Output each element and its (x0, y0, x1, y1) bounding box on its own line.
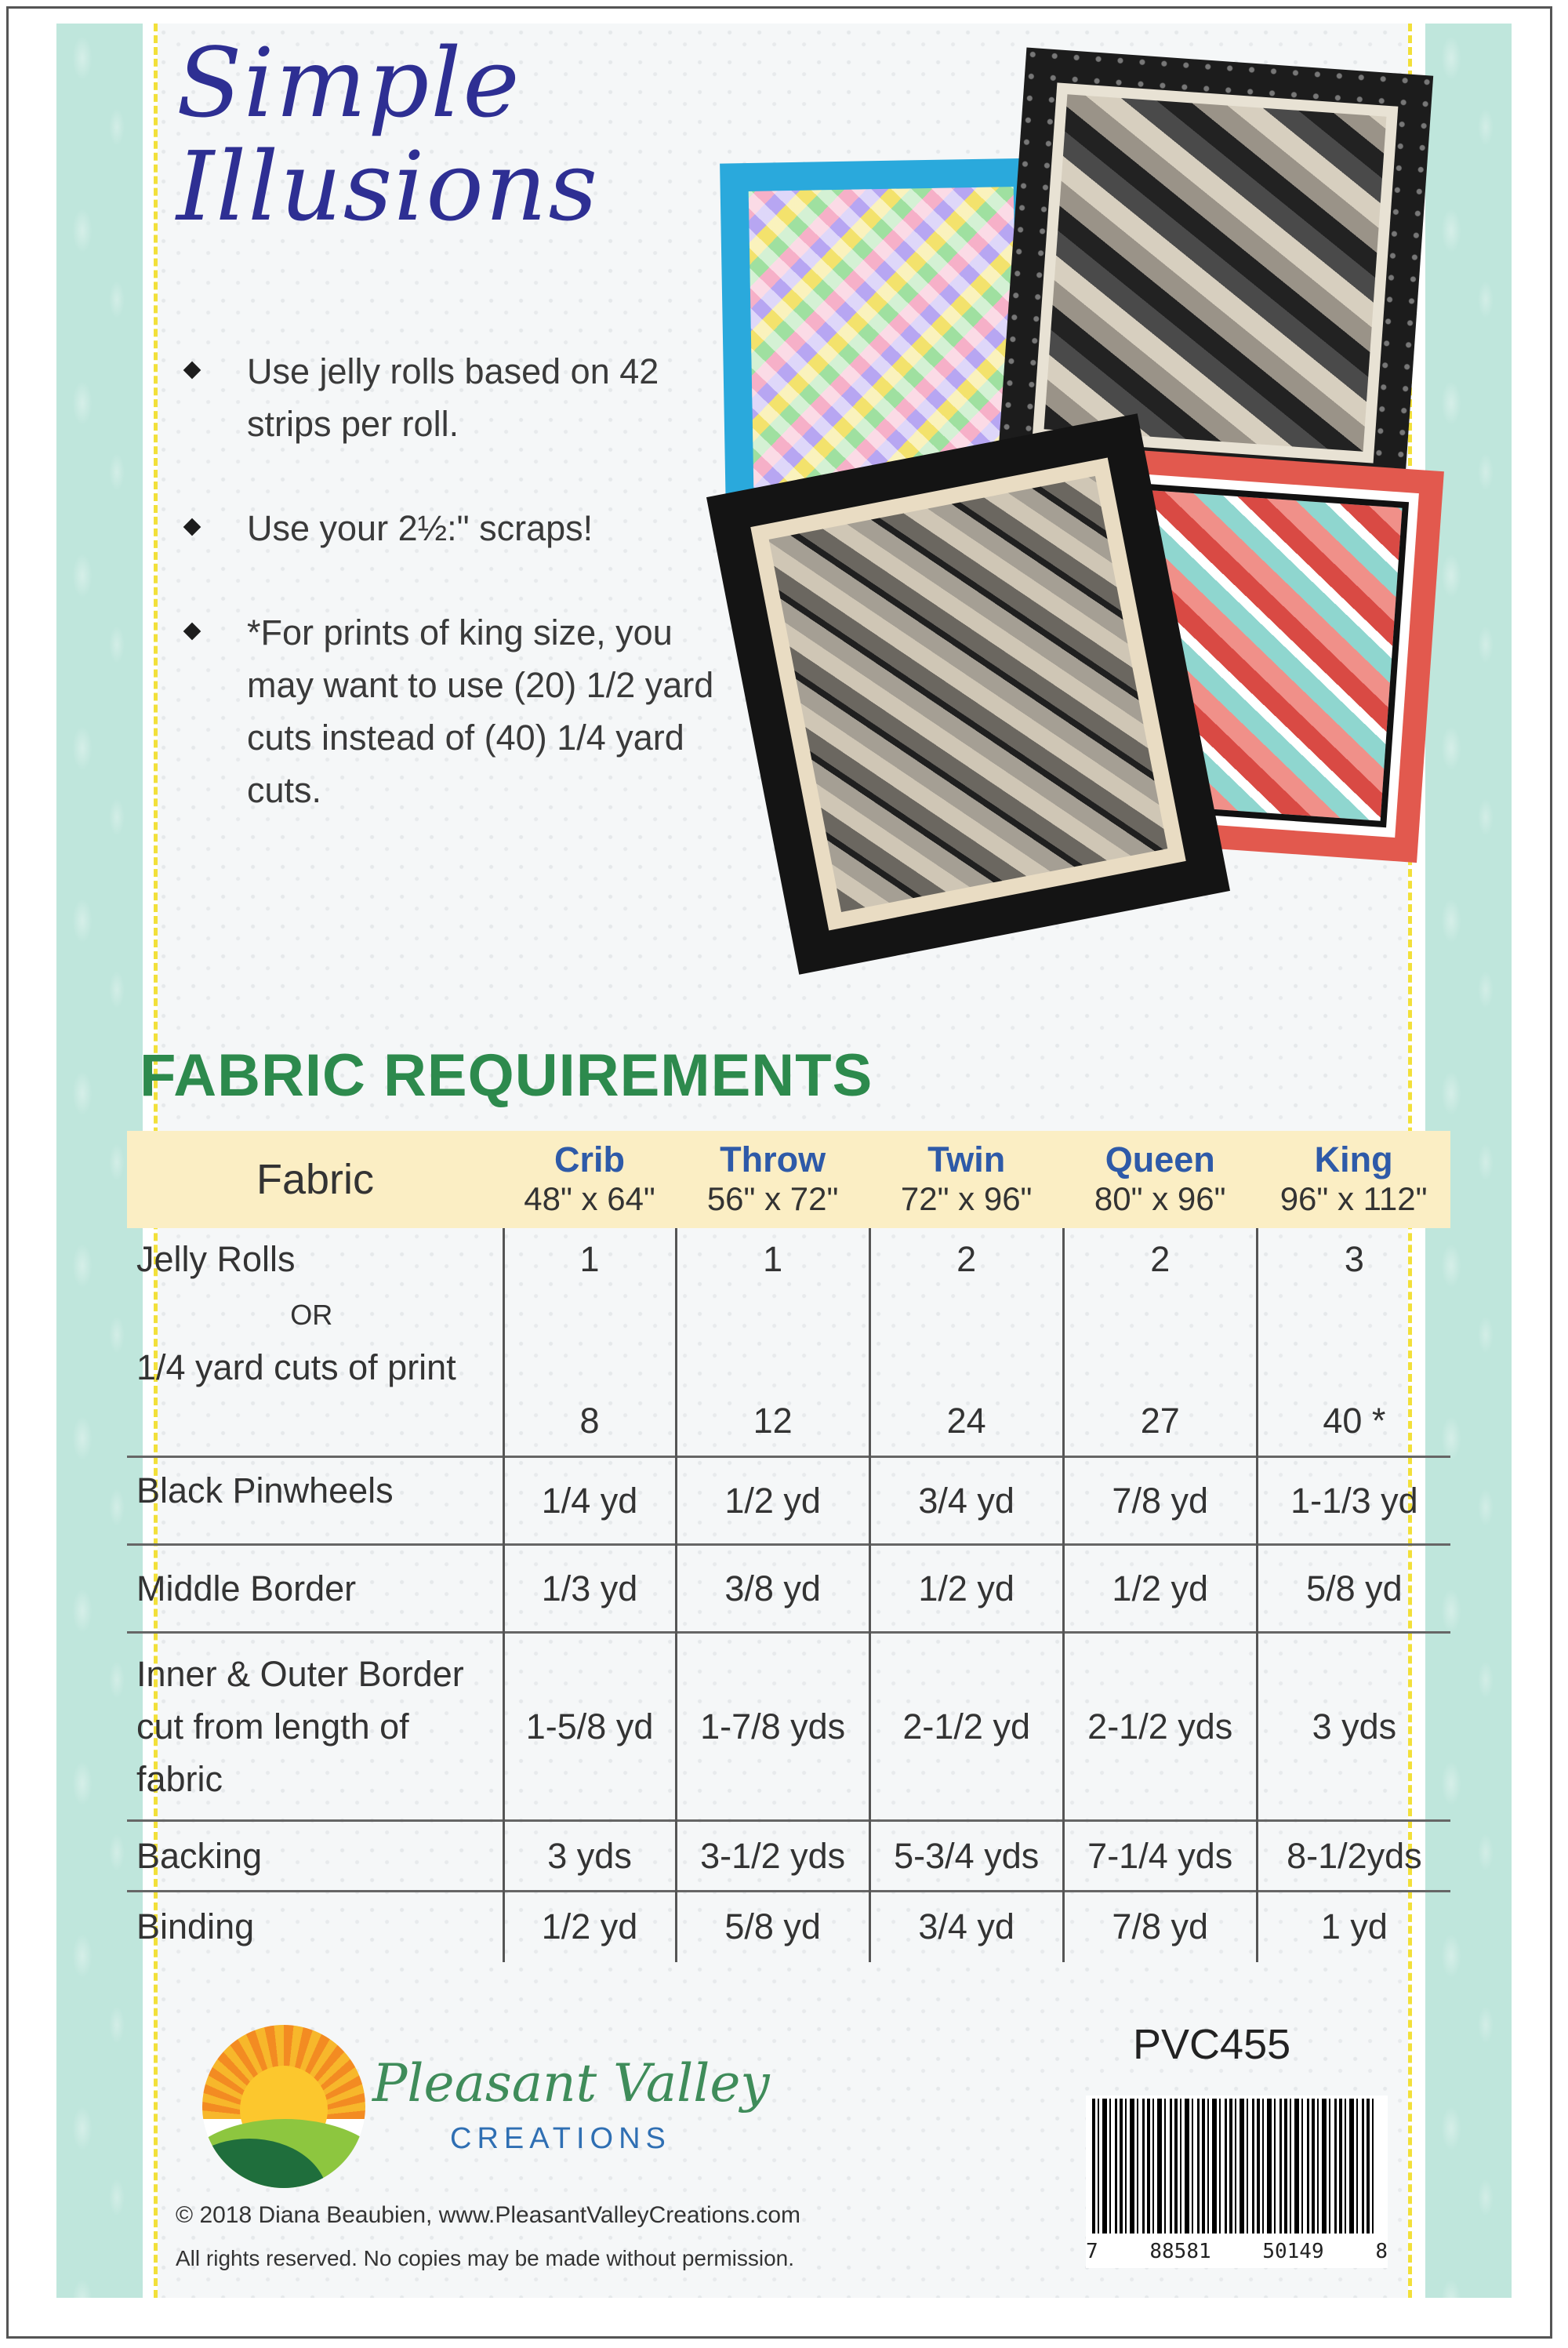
table-cell: 7/8 yd (1063, 1457, 1257, 1545)
row-label: Backing (127, 1821, 503, 1892)
table-cell: 1/2 yd (503, 1892, 676, 1962)
table-cell: 1-1/3 yd (1257, 1457, 1450, 1545)
table-cell: 3/8 yd (676, 1545, 869, 1633)
brand-name: Pleasant Valley (372, 2053, 770, 2114)
table-cell: 1 12 (676, 1228, 869, 1457)
row-label: Jelly Rolls OR 1/4 yard cuts of print (136, 1239, 456, 1387)
row-label: Inner & Outer Border cut from length of fabric (127, 1633, 503, 1821)
feature-text: *For prints of king size, you may want to use (20) 1/2 yard cuts instead of (40) 1/4 yard cuts. (247, 612, 714, 810)
table-cell: 1/2 yd (676, 1457, 869, 1545)
feature-item (180, 502, 745, 554)
table-cell: 1/4 yd (503, 1457, 676, 1545)
size-header-twin: Twin 72" x 96" (900, 1139, 1033, 1217)
diamond-bullet-icon (183, 362, 201, 380)
feature-text: Use your 2½:" scraps! (247, 508, 593, 548)
product-code: PVC455 (1133, 2021, 1291, 2068)
feature-item (180, 345, 745, 450)
brand-subtitle: CREATIONS (450, 2122, 671, 2155)
feature-item (180, 606, 745, 816)
table-cell: 1 yd (1257, 1892, 1450, 1962)
row-label: Binding (127, 1892, 503, 1962)
table-cell: 1/2 yd (869, 1545, 1063, 1633)
table-header-row (127, 1131, 1450, 1228)
size-header-crib: Crib 48" x 64" (524, 1139, 655, 1217)
barcode-digits: 7 88581 50149 8 (1086, 2240, 1388, 2263)
table-row (127, 1633, 1450, 1821)
table-cell: 1/3 yd (503, 1545, 676, 1633)
size-header-queen: Queen 80" x 96" (1094, 1139, 1226, 1217)
pattern-title (176, 27, 615, 242)
sun-valley-logo-icon (202, 2025, 365, 2188)
diamond-bullet-icon (183, 518, 201, 536)
rights-text: All rights reserved. No copies may be made without permission. (176, 2246, 795, 2270)
table-row (127, 1457, 1450, 1545)
table-cell: 3 yds (503, 1821, 676, 1892)
table-cell: 7/8 yd (1063, 1892, 1257, 1962)
title-line-2: Illusions (176, 131, 600, 242)
table-cell: 2 24 (869, 1228, 1063, 1457)
table-cell: 1-7/8 yds (676, 1633, 869, 1821)
table-cell: 2 27 (1063, 1228, 1257, 1457)
table-row (127, 1545, 1450, 1633)
size-header-king: King 96" x 112" (1279, 1139, 1428, 1217)
quilt-photo-beige-black (706, 413, 1230, 974)
table-cell: 3-1/2 yds (676, 1821, 869, 1892)
fabric-column-header: Fabric (256, 1156, 375, 1203)
table-cell: 2-1/2 yds (1063, 1633, 1257, 1821)
diamond-bullet-icon (183, 623, 201, 641)
table-cell: 5/8 yd (676, 1892, 869, 1962)
title-line-1: Simple (176, 27, 521, 139)
table-cell: 3/4 yd (869, 1892, 1063, 1962)
table-cell: 1/2 yd (1063, 1545, 1257, 1633)
fabric-requirements-table (127, 1131, 1450, 1962)
table-cell: 1 8 (503, 1228, 676, 1457)
row-label: Black Pinwheels (127, 1457, 503, 1545)
table-cell: 5-3/4 yds (869, 1821, 1063, 1892)
table-cell: 3 40 * (1257, 1228, 1450, 1457)
table-row (127, 1821, 1450, 1892)
table-cell: 1-5/8 yd (503, 1633, 676, 1821)
feature-text: Use jelly rolls based on 42 strips per roll. (247, 351, 659, 444)
feature-list (180, 345, 745, 868)
copyright-text: © 2018 Diana Beaubien, www.PleasantValleyCreations.com (176, 2202, 800, 2228)
barcode-bars-icon (1092, 2099, 1374, 2234)
row-label: Middle Border (127, 1545, 503, 1633)
barcode (1086, 2095, 1388, 2268)
table-row (127, 1892, 1450, 1962)
section-title: FABRIC REQUIREMENTS (140, 1042, 873, 1109)
table-cell: 3 yds (1257, 1633, 1450, 1821)
size-header-throw: Throw 56" x 72" (706, 1139, 839, 1217)
table-cell: 8-1/2yds (1257, 1821, 1450, 1892)
table-cell: 5/8 yd (1257, 1545, 1450, 1633)
table-cell: 2-1/2 yd (869, 1633, 1063, 1821)
table-cell: 7-1/4 yds (1063, 1821, 1257, 1892)
table-cell: 3/4 yd (869, 1457, 1063, 1545)
table-row-jelly-rolls (127, 1228, 1450, 1457)
